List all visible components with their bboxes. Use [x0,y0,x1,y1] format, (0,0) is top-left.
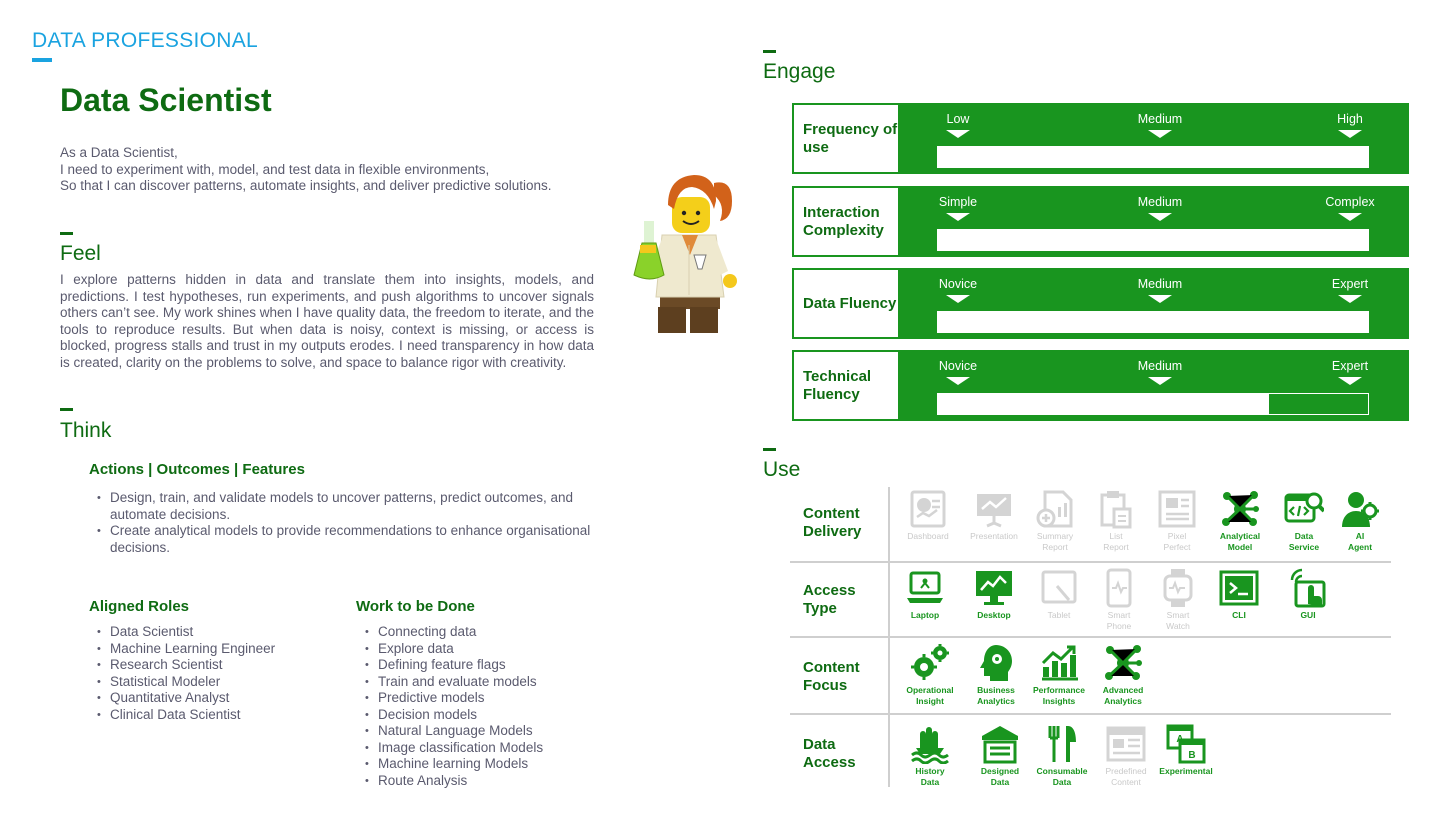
engage-row-data-fluency [792,268,1409,339]
use-option-label-line: Phone [1106,620,1132,631]
scientist-figure-illustration [628,165,744,340]
engage-divider [763,50,776,53]
list-item: • Create analytical models to provide recommendations to enhance organisational decisions. [89,523,599,556]
feel-divider [60,232,73,235]
use-option-presentation [962,489,1026,542]
use-option-label-line: Designed [980,766,1020,776]
use-option-label [1030,766,1094,787]
list-report-icon [1096,489,1136,529]
use-option-laptop [893,568,957,621]
consumable-data-icon [1042,724,1082,764]
think-title: Think [60,419,112,442]
use-option-label-line: Data [990,776,1010,787]
list-item: • Decision models [357,707,607,724]
history-data-icon [910,724,950,764]
use-option-label-line: Presentation [970,531,1018,541]
engage-level-bar [937,311,1369,333]
use-option-operational-insight [898,643,962,706]
use-option-label-line: AI [1355,531,1365,541]
feel-title: Feel [60,242,101,265]
svg-text:A: A [1176,734,1184,745]
list-item: • Connecting data [357,624,607,641]
think-divider [60,408,73,411]
use-option-pixel-perfect [1145,489,1209,552]
smart-phone-icon [1099,568,1139,608]
use-option-consumable-data [1030,724,1094,787]
data-access-label: Data Access [803,736,856,771]
page-title: Data Scientist [60,82,272,118]
scale-low-label: Novice [938,277,978,291]
use-option-label-line: Laptop [910,610,940,620]
cli-icon [1219,568,1259,608]
use-option-designed-data [968,724,1032,787]
scale-low-marker [946,130,970,138]
scale-high-label: Expert [1331,277,1369,291]
feel-text: I explore patterns hidden in data and translate them into insights, models, and predictions. I test hypotheses, run experiments, and push algorithms to uncover signals others can’t see. My work shines when I have quality data, the freedom to iterate, and the tools to reproduce results. But when data is noisy, context is missing, or access is blocked, progress stalls and trust in my outputs erodes. I need transparency in how data is created, clarity on the problems to solve, and space to balance rigor with creativity. [60,272,594,370]
actions-list [89,490,599,556]
use-option-label [1023,531,1087,552]
eyebrow-divider [32,58,52,62]
use-divider [763,448,776,451]
use-option-label-line: Service [1288,541,1320,552]
scale-high-label: Expert [1331,359,1369,373]
laptop-icon [905,568,945,608]
scale-medium-marker [1148,295,1172,303]
use-option-label-line: Report [1103,541,1129,552]
use-option-label-line: Business [977,685,1015,695]
use-option-label [1208,531,1272,552]
use-option-label-line: Analytics [1104,695,1142,706]
svg-text:B: B [1188,750,1196,761]
list-item: • Research Scientist [89,657,339,674]
summary-report-icon [1035,489,1075,529]
engage-row-label: Interaction Complexity [794,188,898,255]
use-option-label [1027,685,1091,706]
user-story-line: I need to experiment with, model, and test data in flexible environments, [60,161,490,177]
use-option-business-analytics [964,643,1028,706]
business-analytics-icon [976,643,1016,683]
use-option-summary-report [1023,489,1087,552]
aligned-roles-title: Aligned Roles [89,598,190,615]
use-option-ai-agent [1328,489,1392,552]
use-option-label-line: List [1109,531,1123,541]
use-option-smart-watch [1146,568,1210,631]
use-option-label-line: CLI [1232,610,1246,620]
designed-data-icon [980,724,1020,764]
pixel-perfect-icon [1157,489,1197,529]
scale-low-label: Low [946,112,970,126]
scale-high-marker [1338,213,1362,221]
use-option-label-line: Data [920,776,940,787]
scale-medium-label: Medium [1137,277,1183,291]
list-item: • Quantitative Analyst [89,690,339,707]
tablet-icon [1039,568,1079,608]
predefined-content-icon [1106,724,1146,764]
use-option-label-line: Summary [1036,531,1074,541]
ai-agent-icon [1340,489,1380,529]
work-to-be-done-list [357,624,607,789]
use-option-label [1027,610,1091,621]
use-option-label [893,610,957,621]
use-option-label [1207,610,1271,621]
use-option-label-line: Consumable [1036,766,1088,776]
use-option-label-line: Desktop [977,610,1011,620]
use-option-experimental [1154,724,1218,777]
list-item: • Clinical Data Scientist [89,707,339,724]
use-option-predefined-content [1094,724,1158,787]
list-item: • Design, train, and validate models to uncover patterns, predict outcomes, and automate decisions. [89,490,599,523]
engage-row-interaction-complexity [792,186,1409,257]
use-option-label-line: Tablet [1047,610,1071,620]
list-item: • Explore data [357,641,607,658]
use-option-label-line: Advanced [1102,685,1144,695]
use-option-label [962,610,1026,621]
list-item: • Route Analysis [357,773,607,790]
use-option-label-line: Perfect [1163,541,1191,552]
use-option-label [968,766,1032,787]
use-option-label-line: Pixel [1167,531,1187,541]
use-option-label [1145,531,1209,552]
use-option-dashboard [896,489,960,542]
use-option-list-report [1084,489,1148,552]
use-option-performance-insights [1027,643,1091,706]
use-option-label [1087,610,1151,631]
use-option-desktop [962,568,1026,621]
scale-low-marker [946,213,970,221]
use-option-data-service [1272,489,1336,552]
engage-row-frequency-of-use [792,103,1409,174]
scale-low-marker [946,377,970,385]
experimental-icon [1166,724,1206,764]
scale-low-label: Simple [938,195,978,209]
scale-high-label: Complex [1325,195,1375,209]
use-option-label [1328,531,1392,552]
user-story [60,145,552,195]
scale-low-label: Novice [938,359,978,373]
use-option-label [1272,531,1336,552]
scale-high-label: High [1337,112,1363,126]
list-item: • Natural Language Models [357,723,607,740]
use-option-label-line: Watch [1166,620,1190,631]
list-item: • Machine learning Models [357,756,607,773]
use-option-label-line: Agent [1347,541,1373,552]
use-option-label [1154,766,1218,777]
list-item: • Defining feature flags [357,657,607,674]
scale-high-marker [1338,377,1362,385]
engage-level-fill [1269,394,1368,414]
aligned-roles-list [89,624,339,723]
scale-medium-marker [1148,213,1172,221]
smart-watch-icon [1158,568,1198,608]
use-option-label [898,766,962,787]
engage-level-bar [937,229,1369,251]
work-to-be-done-title: Work to be Done [356,598,475,615]
use-option-label [898,685,962,706]
list-item: • Machine Learning Engineer [89,641,339,658]
actions-title: Actions | Outcomes | Features [89,461,305,478]
use-option-label [1146,610,1210,631]
scale-medium-label: Medium [1137,359,1183,373]
use-option-label [1091,685,1155,706]
content-delivery-label: Content Delivery [803,505,862,540]
scale-high-marker [1338,295,1362,303]
performance-insights-icon [1039,643,1079,683]
user-story-line: So that I can discover patterns, automate insights, and deliver predictive solutions. [60,178,552,193]
presentation-icon [974,489,1014,529]
dashboard-icon [908,489,948,529]
engage-row-technical-fluency [792,350,1409,421]
advanced-analytics-icon [1103,643,1143,683]
use-option-label [962,531,1026,542]
use-option-label [1094,766,1158,787]
use-option-analytical-model [1208,489,1272,552]
eyebrow-label: DATA PROFESSIONAL [32,29,259,52]
use-option-label-line: Dashboard [907,531,949,541]
use-option-label-line: Insights [1042,695,1076,706]
use-option-label-line: Smart [1107,610,1131,620]
use-option-advanced-analytics [1091,643,1155,706]
use-option-label-line: Report [1042,541,1068,552]
use-title: Use [763,458,801,481]
use-option-label-line: Analytical [1219,531,1261,541]
use-option-label-line: Experimental [1159,766,1213,776]
analytical-model-icon [1220,489,1260,529]
content-focus-label: Content Focus [803,659,860,694]
use-option-label [896,531,960,542]
use-option-label-line: GUI [1300,610,1316,620]
use-option-label-line: Analytics [977,695,1015,706]
use-option-gui [1276,568,1340,621]
use-option-label-line: Data [1052,776,1072,787]
engage-title: Engage [763,60,836,83]
use-option-label-line: Smart [1166,610,1190,620]
use-option-label-line: Model [1227,541,1253,552]
list-item: • Image classification Models [357,740,607,757]
engage-row-label: Data Fluency [794,270,898,337]
use-option-label-line: Content [1111,776,1141,787]
use-option-label-line: Data [1294,531,1314,541]
use-option-tablet [1027,568,1091,621]
use-option-label [1084,531,1148,552]
scale-high-marker [1338,130,1362,138]
use-row-divider [790,561,1391,563]
use-option-label-line: Operational [906,685,954,695]
use-row-divider [790,636,1391,638]
operational-insight-icon [910,643,950,683]
list-item: • Statistical Modeler [89,674,339,691]
engage-row-label: Technical Fluency [794,352,898,419]
use-row-divider [790,713,1391,715]
list-item: • Data Scientist [89,624,339,641]
engage-row-label: Frequency of use [794,105,898,172]
use-option-label [964,685,1028,706]
list-item: • Predictive models [357,690,607,707]
access-type-label: Access Type [803,582,856,617]
use-option-label-line: Insight [916,695,944,706]
user-story-line: As a Data Scientist, [60,145,178,160]
engage-level-bar [937,393,1369,415]
scale-medium-label: Medium [1137,195,1183,209]
use-option-smart-phone [1087,568,1151,631]
use-option-history-data [898,724,962,787]
scale-medium-marker [1148,377,1172,385]
use-option-cli [1207,568,1271,621]
use-option-label [1276,610,1340,621]
list-item: • Train and evaluate models [357,674,607,691]
gui-icon [1288,568,1328,608]
data-service-icon [1284,489,1324,529]
use-option-label-line: History [915,766,945,776]
use-option-label-line: Predefined [1105,766,1147,776]
scale-medium-label: Medium [1137,112,1183,126]
engage-level-bar [937,146,1369,168]
scale-medium-marker [1148,130,1172,138]
scale-low-marker [946,295,970,303]
use-option-label-line: Performance [1033,685,1085,695]
desktop-icon [974,568,1014,608]
